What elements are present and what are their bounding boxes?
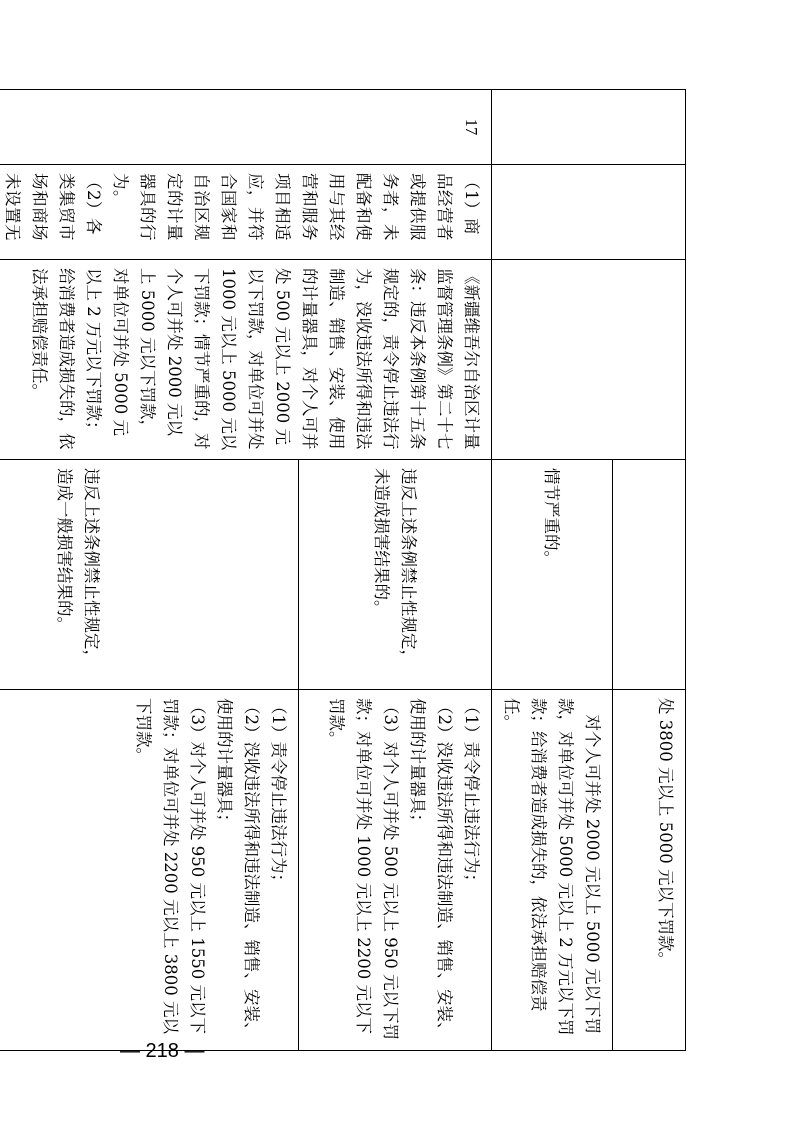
cell-circ-top-empty <box>613 460 686 690</box>
penalty-item: （1）责令停止违法行为； <box>269 698 288 890</box>
cell-penalty-top-b <box>492 690 613 1051</box>
cell-seq-top <box>492 90 686 165</box>
cell-act-17 <box>0 165 492 260</box>
row-number: 17 <box>462 118 481 136</box>
penalty-item: （3）对个人可并处 950 元以上 1550 元以下罚款；对单位可并处 2200 元以上 3800 元以下罚款。 <box>134 698 207 1034</box>
page-number: — 218 — <box>120 1040 205 1062</box>
cell-basis-top <box>492 260 686 460</box>
circumstance-text: 违反上述条例禁止性规定，未造成损害结果的。 <box>372 468 418 666</box>
penalty-item: （1）责令停止违法行为； <box>462 698 481 890</box>
table-row-17 <box>299 90 492 1051</box>
cell-seq-17 <box>0 90 492 165</box>
cell-penalty-17-a <box>299 690 492 1051</box>
cell-penalty-top-a <box>613 690 686 1051</box>
circumstance-text: 违反上述条例禁止性规定，造成一般损害结果的。 <box>55 468 101 666</box>
cell-circ-17-b <box>0 460 299 690</box>
penalty-item: （3）对个人可并处 500 元以上 950 元以下罚款；对单位可并处 1000 元以上 2200 元以下罚款。 <box>327 698 400 1040</box>
act-text-2: （2）各类集贸市场和商场未设置无 <box>3 173 103 241</box>
penalty-item: （2）没收违法所得和违法制造、销售、安装、使用的计量器具； <box>215 698 261 1039</box>
penalty-item: （2）没收违法所得和违法制造、销售、安装、使用的计量器具； <box>408 698 454 1039</box>
penalty-table <box>0 89 686 1051</box>
cell-circ-top <box>492 460 613 690</box>
table-row-continued <box>613 90 686 1051</box>
act-text-1: （1）商品经营者或提供服务者，未配备和使用与其经营和服务项目相适应，并符合国家和自治区规定的计量器具的行为。 <box>111 173 481 241</box>
cell-basis-17 <box>0 260 492 460</box>
circumstance-text: 情节严重的。 <box>542 468 562 567</box>
cell-penalty-17-b <box>0 690 299 1051</box>
penalty-text: 对个人可并处 2000 元以上 5000 元以下罚款，对单位可并处 5000 元以上 2 万元以下罚款；给消费者造成损失的，依法承担赔偿责任。 <box>502 698 602 1036</box>
cell-act-top <box>492 165 686 260</box>
cell-circ-17-a <box>299 460 492 690</box>
penalty-text: 处 3800 元以上 5000 元以下罚款。 <box>656 698 675 968</box>
rotated-table-stage <box>3 89 686 1050</box>
basis-text: 《新疆维吾尔自治区计量监督管理条例》第二十七条：违反本条例第十五条规定的，责令停止违法行为，没收违法所得和违法制造、销售、安装、使用的计量器具，对个人可并处 500 元以上 2000 元以下罚款，对单位可并处 1000 元以上 5000 元以下罚款；情节严重的，对个人可并处 2000 元以上 5000 元以下罚款，对单位可并处 5000 元以上 2 万元以下罚款；给消费者造成损失的，依法承担赔偿责任。 <box>30 268 481 451</box>
